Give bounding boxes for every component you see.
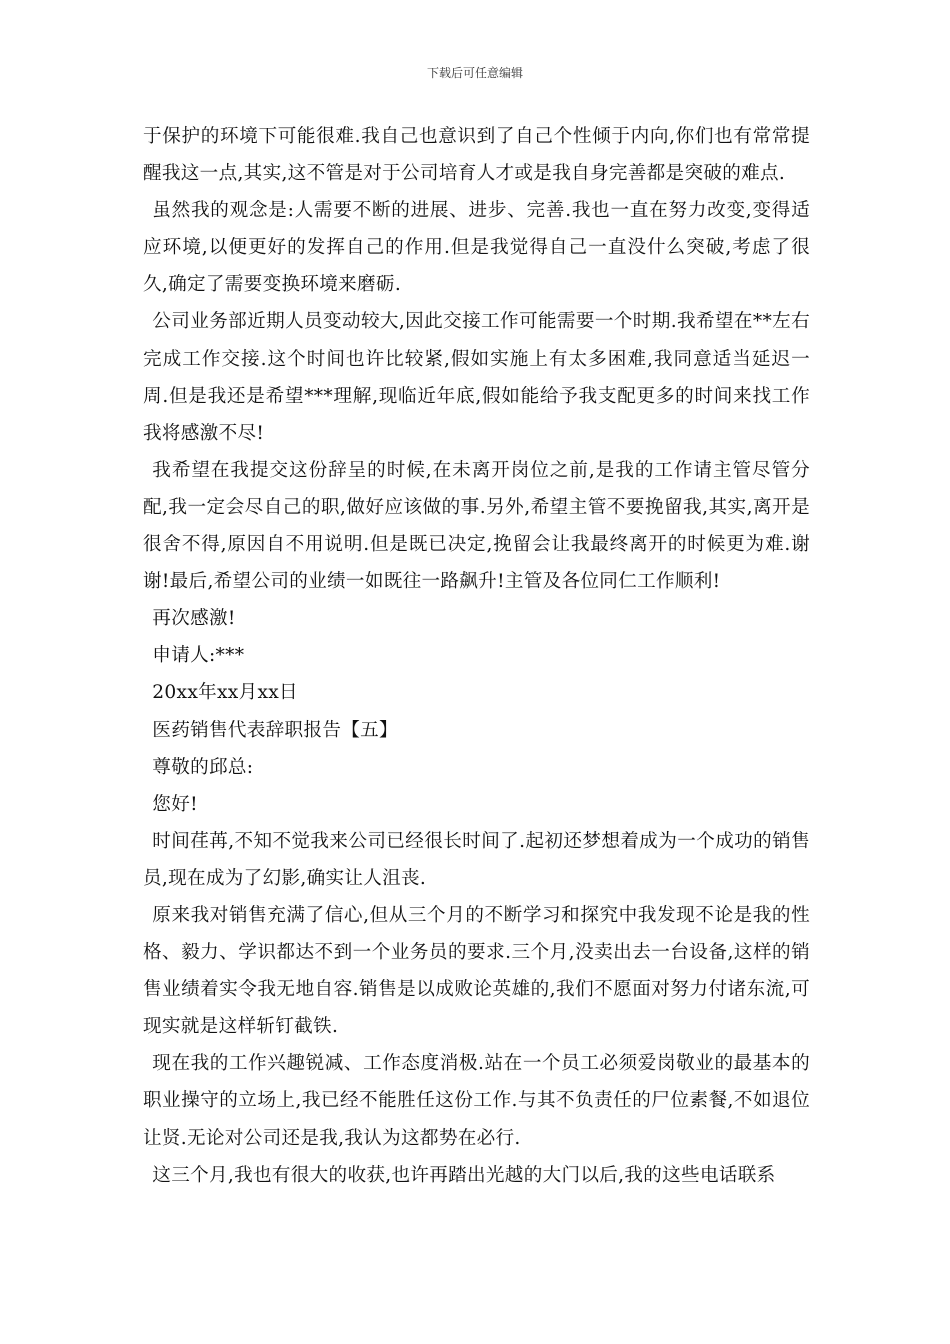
greeting: 您好!	[152, 793, 198, 815]
document-body	[143, 118, 810, 1194]
applicant-line: 申请人:***	[152, 645, 245, 667]
paragraph-self-improvement: 虽然我的观念是:人需要不断的进展、进步、完善.我也一直在努力改变,变得适应环境,以便更好的发挥自己的作用.但是我觉得自己一直没什么突破,考虑了很久,确定了需要变换环境来磨砺.	[143, 200, 810, 296]
paragraph-work-attitude: 现在我的工作兴趣锐减、工作态度消极.站在一个员工必须爱岗敬业的最基本的职业操守的立场上,我已经不能胜任这份工作.与其不负责任的尸位素餐,不如退位让贤.无论对公司还是我,我认为这都势在必行.	[143, 1053, 810, 1149]
section-heading: 医药销售代表辞职报告【五】	[152, 719, 398, 741]
paragraph-gains: 这三个月,我也有很大的收获,也许再踏出光越的大门以后,我的这些电话联系	[152, 1164, 776, 1186]
date-line: 20xx年xx月xx日	[152, 682, 298, 704]
paragraph-resignation-wish: 我希望在我提交这份辞呈的时候,在未离开岗位之前,是我的工作请主管尽管分配,我一定会尽自己的职,做好应该做的事.另外,希望主管不要挽留我,其实,离开是很舍不得,原因自不用说明.但是既已决定,挽留会让我最终离开的时候更为难.谢谢!最后,希望公司的业绩一如既往一路飙升!主管及各位同仁工作顺利!	[143, 459, 810, 593]
paragraph-sales-confidence: 原来我对销售充满了信心,但从三个月的不断学习和探究中我发现不论是我的性格、毅力、学识都达不到一个业务员的要求.三个月,没卖出去一台设备,这样的销售业绩着实令我无地自容.销售是以成败论英雄的,我们不愿面对努力付诸东流,可现实就是这样斩钉截铁.	[143, 904, 810, 1038]
paragraph-time-passed: 时间荏苒,不知不觉我来公司已经很长时间了.起初还梦想着成为一个成功的销售员,现在成为了幻影,确实让人沮丧.	[143, 830, 810, 889]
page-header-note: 下载后可任意编辑	[426, 66, 523, 80]
salutation: 尊敬的邱总:	[152, 756, 254, 778]
paragraph-handover: 公司业务部近期人员变动较大,因此交接工作可能需要一个时期.我希望在**左右完成工作交接.这个时间也许比较紧,假如实施上有太多困难,我同意适当延迟一周.但是我还是希望***理解,现临近年底,假如能给予我支配更多的时间来找工作我将感激不尽!	[143, 311, 810, 444]
paragraph-protected-environment: 于保护的环境下可能很难.我自己也意识到了自己个性倾于内向,你们也有常常提醒我这一点,其实,这不管是对于公司培育人才或是我自身完善都是突破的难点.	[143, 126, 810, 185]
closing-thanks: 再次感激!	[152, 608, 236, 630]
